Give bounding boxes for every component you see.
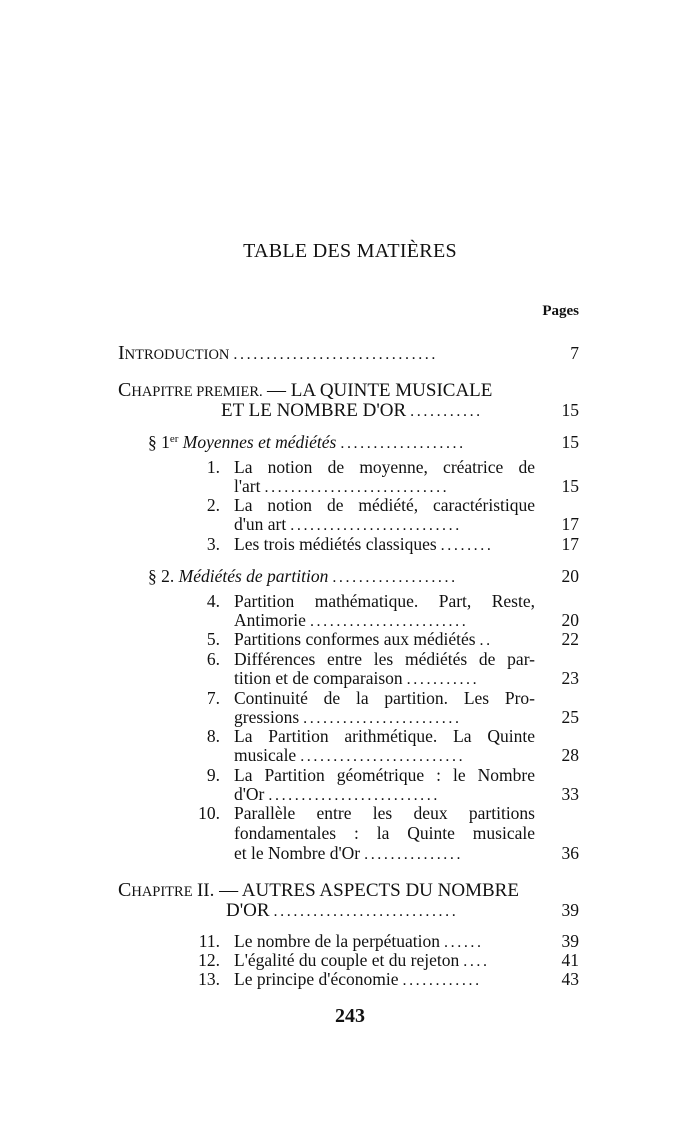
page-number: 20 bbox=[561, 610, 579, 630]
item-title-line: l'art bbox=[234, 476, 261, 496]
toc-section-1[interactable] bbox=[148, 432, 579, 454]
item-number: 1. bbox=[206, 457, 220, 477]
page-number: 15 bbox=[561, 400, 579, 420]
page-number: 23 bbox=[561, 668, 579, 688]
item-title-line: Continuité de la partition. Les Pro- bbox=[234, 688, 535, 708]
toc-entry-chapter-2[interactable] bbox=[226, 900, 579, 922]
toc-item-1[interactable] bbox=[196, 457, 579, 495]
item-title-line: tition et de comparaison bbox=[234, 668, 403, 688]
leader-dots: ........................ bbox=[303, 710, 462, 727]
page-number: 41 bbox=[561, 950, 579, 970]
chapter-heading[interactable]: CHAPITRE II. — AUTRES ASPECTS DU NOMBRE bbox=[118, 879, 519, 901]
toc-item-10[interactable] bbox=[196, 803, 579, 863]
page-number: 17 bbox=[561, 534, 579, 554]
toc-item-12[interactable] bbox=[196, 950, 579, 970]
leader-dots: ................... bbox=[332, 569, 458, 586]
item-title-line: La Partition arithmétique. La Quinte bbox=[234, 726, 535, 746]
leader-dots: ............ bbox=[402, 972, 482, 989]
item-title-line: La notion de moyenne, créatrice de bbox=[234, 457, 535, 477]
item-title-line: Les trois médiétés classiques bbox=[234, 534, 437, 554]
item-title-line: d'Or bbox=[234, 784, 265, 804]
item-title-line: Antimorie bbox=[234, 610, 306, 630]
leader-dots: ...... bbox=[444, 934, 484, 951]
item-number: 4. bbox=[206, 591, 220, 611]
toc-entry-chapter-1[interactable] bbox=[221, 400, 579, 422]
toc-item-13[interactable] bbox=[196, 969, 579, 989]
item-number: 12. bbox=[198, 950, 220, 970]
toc-item-4[interactable] bbox=[196, 591, 579, 629]
page-number: 39 bbox=[561, 900, 579, 920]
section-title: § 1er Moyennes et médiétés bbox=[148, 432, 337, 452]
leader-dots: .......................... bbox=[290, 517, 462, 534]
page-number: 33 bbox=[561, 784, 579, 804]
page-title: TABLE DES MATIÈRES bbox=[243, 240, 457, 262]
item-number: 11. bbox=[198, 931, 220, 951]
chapter-heading[interactable]: CHAPITRE PREMIER. — LA QUINTE MUSICALE bbox=[118, 379, 493, 401]
leader-dots: ............................ bbox=[273, 903, 459, 920]
leader-dots: .......................... bbox=[268, 787, 440, 804]
item-number: 8. bbox=[206, 726, 220, 746]
item-number: 2. bbox=[206, 495, 220, 515]
item-number: 5. bbox=[206, 629, 220, 649]
item-number: 7. bbox=[206, 688, 220, 708]
leader-dots: ........... bbox=[410, 403, 483, 420]
toc-item-7[interactable] bbox=[196, 688, 579, 726]
page-number: 43 bbox=[561, 969, 579, 989]
item-title-line: gressions bbox=[234, 707, 300, 727]
item-title-line: La Partition géométrique : le Nombre bbox=[234, 765, 535, 785]
toc-item-2[interactable] bbox=[196, 495, 579, 533]
page-number-folio: 243 bbox=[335, 1005, 365, 1027]
leader-dots: ............... bbox=[364, 846, 464, 863]
toc-item-9[interactable] bbox=[196, 765, 579, 803]
item-title-line: L'égalité du couple et du rejeton bbox=[234, 950, 460, 970]
toc-section-2[interactable] bbox=[148, 566, 579, 588]
page-number: 39 bbox=[561, 931, 579, 951]
item-title-line: Partition mathématique. Part, Reste, bbox=[234, 591, 535, 611]
toc-item-5[interactable] bbox=[196, 629, 579, 649]
page-number: 7 bbox=[570, 343, 579, 363]
page-number: 22 bbox=[561, 629, 579, 649]
item-title-line: musicale bbox=[234, 745, 297, 765]
item-number: 6. bbox=[206, 649, 220, 669]
page-number: 28 bbox=[561, 745, 579, 765]
toc-item-3[interactable] bbox=[196, 534, 579, 554]
item-title-line: Parallèle entre les deux partitions bbox=[234, 803, 535, 823]
item-title-line: Partitions conformes aux médiétés bbox=[234, 629, 476, 649]
page-number: 25 bbox=[561, 707, 579, 727]
leader-dots: ............................... bbox=[233, 346, 438, 363]
toc-item-8[interactable] bbox=[196, 726, 579, 764]
leader-dots: .... bbox=[463, 953, 490, 970]
item-title-line: et le Nombre d'Or bbox=[234, 843, 361, 863]
item-number: 10. bbox=[198, 803, 220, 823]
page-number: 36 bbox=[561, 843, 579, 863]
section-title: § 2. Médiétés de partition bbox=[148, 566, 329, 586]
leader-dots: ............................ bbox=[264, 479, 450, 496]
item-title-line: Le nombre de la perpétuation bbox=[234, 931, 441, 951]
item-title-line: Le principe d'économie bbox=[234, 969, 399, 989]
item-title-line: Différences entre les médiétés de par- bbox=[234, 649, 535, 669]
leader-dots: ........ bbox=[440, 537, 494, 554]
leader-dots: ......................... bbox=[300, 748, 466, 765]
leader-dots: ........... bbox=[406, 671, 480, 688]
leader-dots: .. bbox=[479, 632, 493, 649]
item-title-line: fondamentales : la Quinte musicale bbox=[234, 823, 535, 843]
item-number: 3. bbox=[206, 534, 220, 554]
leader-dots: ........................ bbox=[309, 613, 469, 630]
item-number: 9. bbox=[206, 765, 220, 785]
page-number: 20 bbox=[561, 566, 579, 586]
toc-item-11[interactable] bbox=[196, 931, 579, 951]
toc-item-6[interactable] bbox=[196, 649, 579, 687]
pages-column-header: Pages bbox=[542, 303, 579, 319]
entry-title: INTRODUCTION bbox=[118, 342, 230, 364]
page-number: 15 bbox=[561, 432, 579, 452]
page-number: 17 bbox=[561, 514, 579, 534]
item-title-line: La notion de médiété, caractéristique bbox=[234, 495, 535, 515]
entry-title: ET LE NOMBRE D'OR bbox=[221, 400, 407, 421]
entry-title: D'OR bbox=[226, 900, 270, 921]
item-title-line: d'un art bbox=[234, 514, 287, 534]
item-number: 13. bbox=[198, 969, 220, 989]
toc-entry-introduction[interactable] bbox=[118, 343, 579, 365]
leader-dots: ................... bbox=[340, 435, 466, 452]
page-number: 15 bbox=[561, 476, 579, 496]
